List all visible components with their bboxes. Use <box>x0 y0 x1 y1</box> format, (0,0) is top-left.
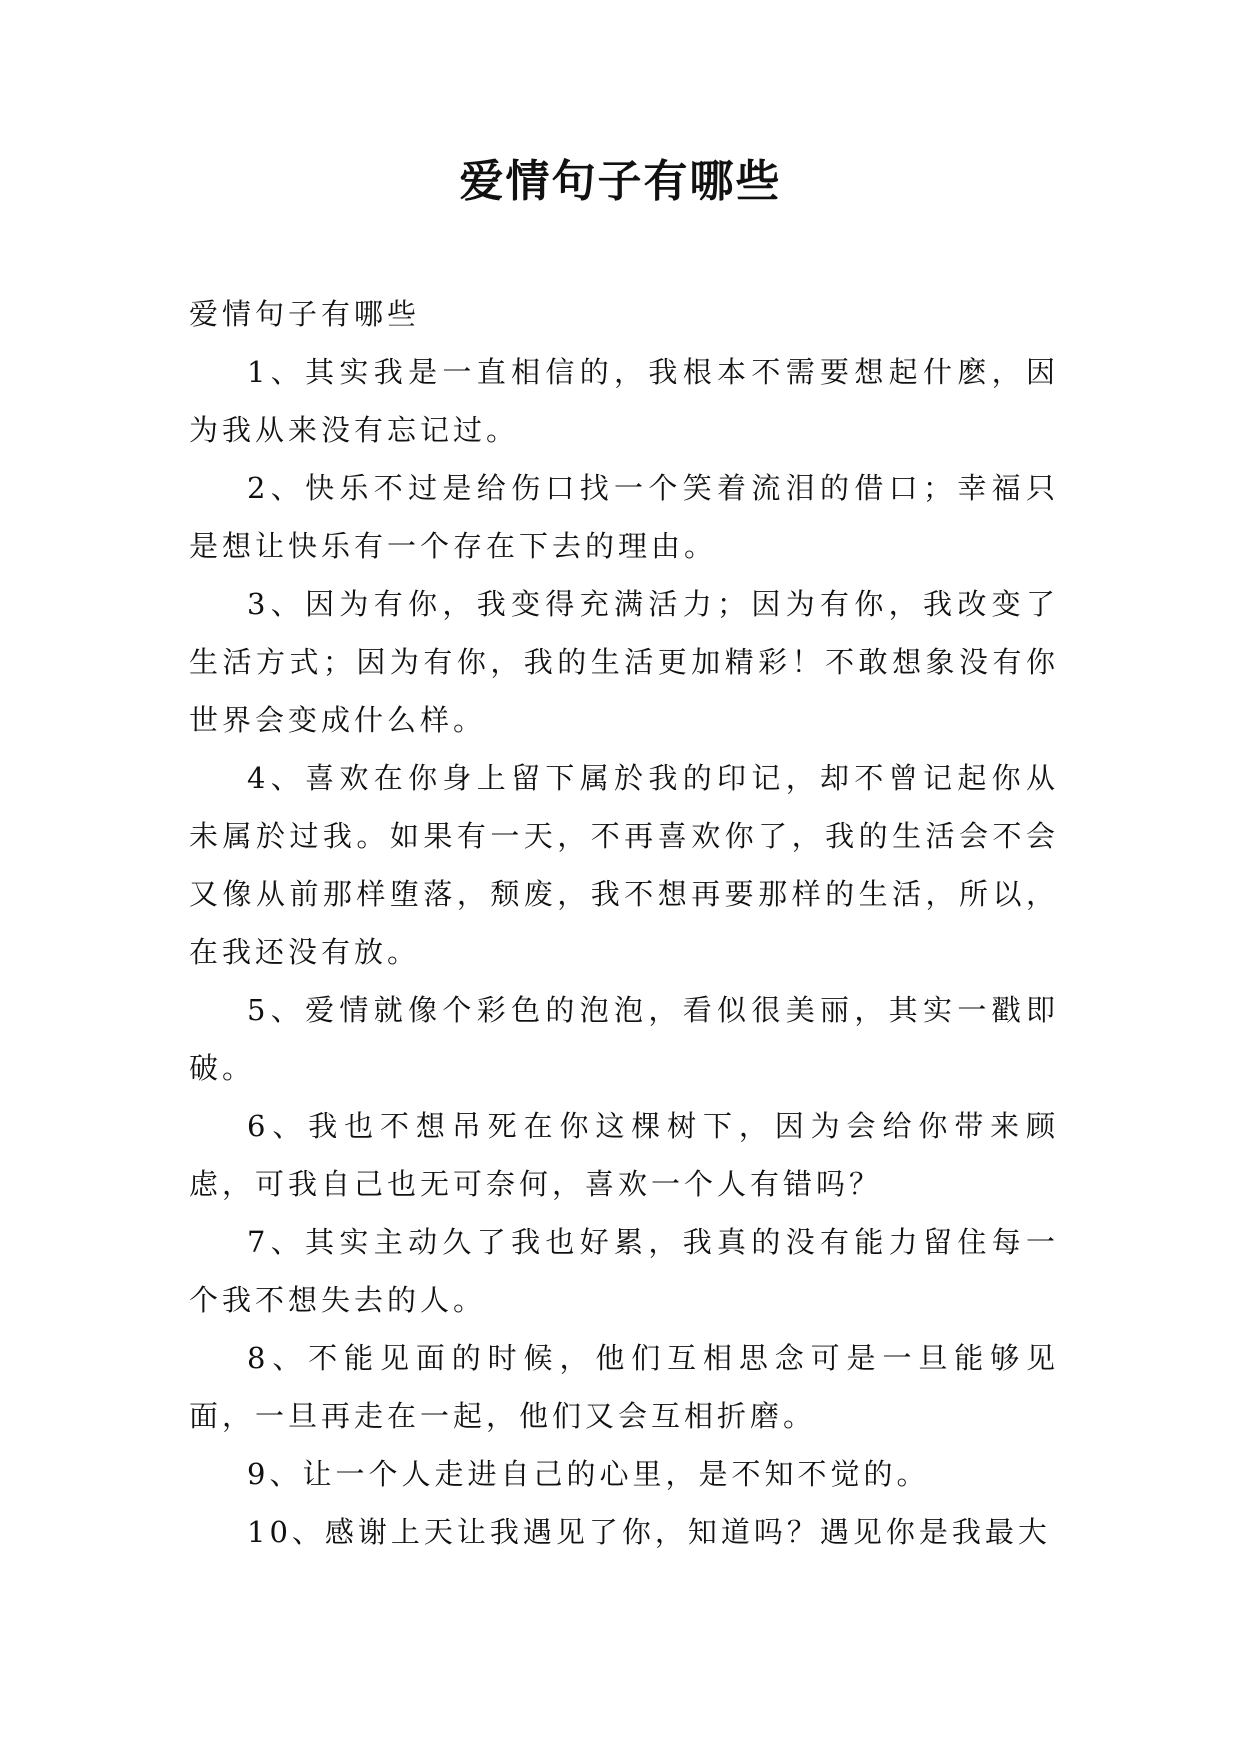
document-title: 爱情句子有哪些 <box>459 156 782 207</box>
paragraph-item: 6、我也不想吊死在你这棵树下，因为会给你带来顾虑，可我自己也无可奈何，喜欢一个人有错吗？ <box>189 1109 1059 1201</box>
paragraph-item: 1、其实我是一直相信的，我根本不需要想起什麽，因为我从来没有忘记过。 <box>189 355 1059 447</box>
paragraph-item: 3、因为有你，我变得充满活力；因为有你，我改变了生活方式；因为有你，我的生活更加精彩！不敢想象没有你世界会变成什么样。 <box>189 587 1059 737</box>
paragraph-item: 5、爱情就像个彩色的泡泡，看似很美丽，其实一戳即破。 <box>189 993 1059 1085</box>
paragraph-item: 4、喜欢在你身上留下属於我的印记，却不曾记起你从未属於过我。如果有一天，不再喜欢你了，我的生活会不会又像从前那样堕落，颓废，我不想再要那样的生活，所以，在我还没有放。 <box>189 761 1059 969</box>
paragraph-item: 9、让一个人走进自己的心里，是不知不觉的。 <box>247 1457 930 1491</box>
paragraph-item: 8、不能见面的时候，他们互相思念可是一旦能够见面，一旦再走在一起，他们又会互相折磨。 <box>189 1341 1059 1433</box>
document-subtitle: 爱情句子有哪些 <box>189 297 421 331</box>
paragraph-item: 2、快乐不过是给伤口找一个笑着流泪的借口；幸福只是想让快乐有一个存在下去的理由。 <box>189 471 1059 563</box>
paragraph-item: 10、感谢上天让我遇见了你，知道吗？遇见你是我最大 <box>247 1515 1051 1549</box>
paragraph-item: 7、其实主动久了我也好累，我真的没有能力留住每一个我不想失去的人。 <box>189 1225 1059 1317</box>
document-body <box>189 285 1059 1561</box>
